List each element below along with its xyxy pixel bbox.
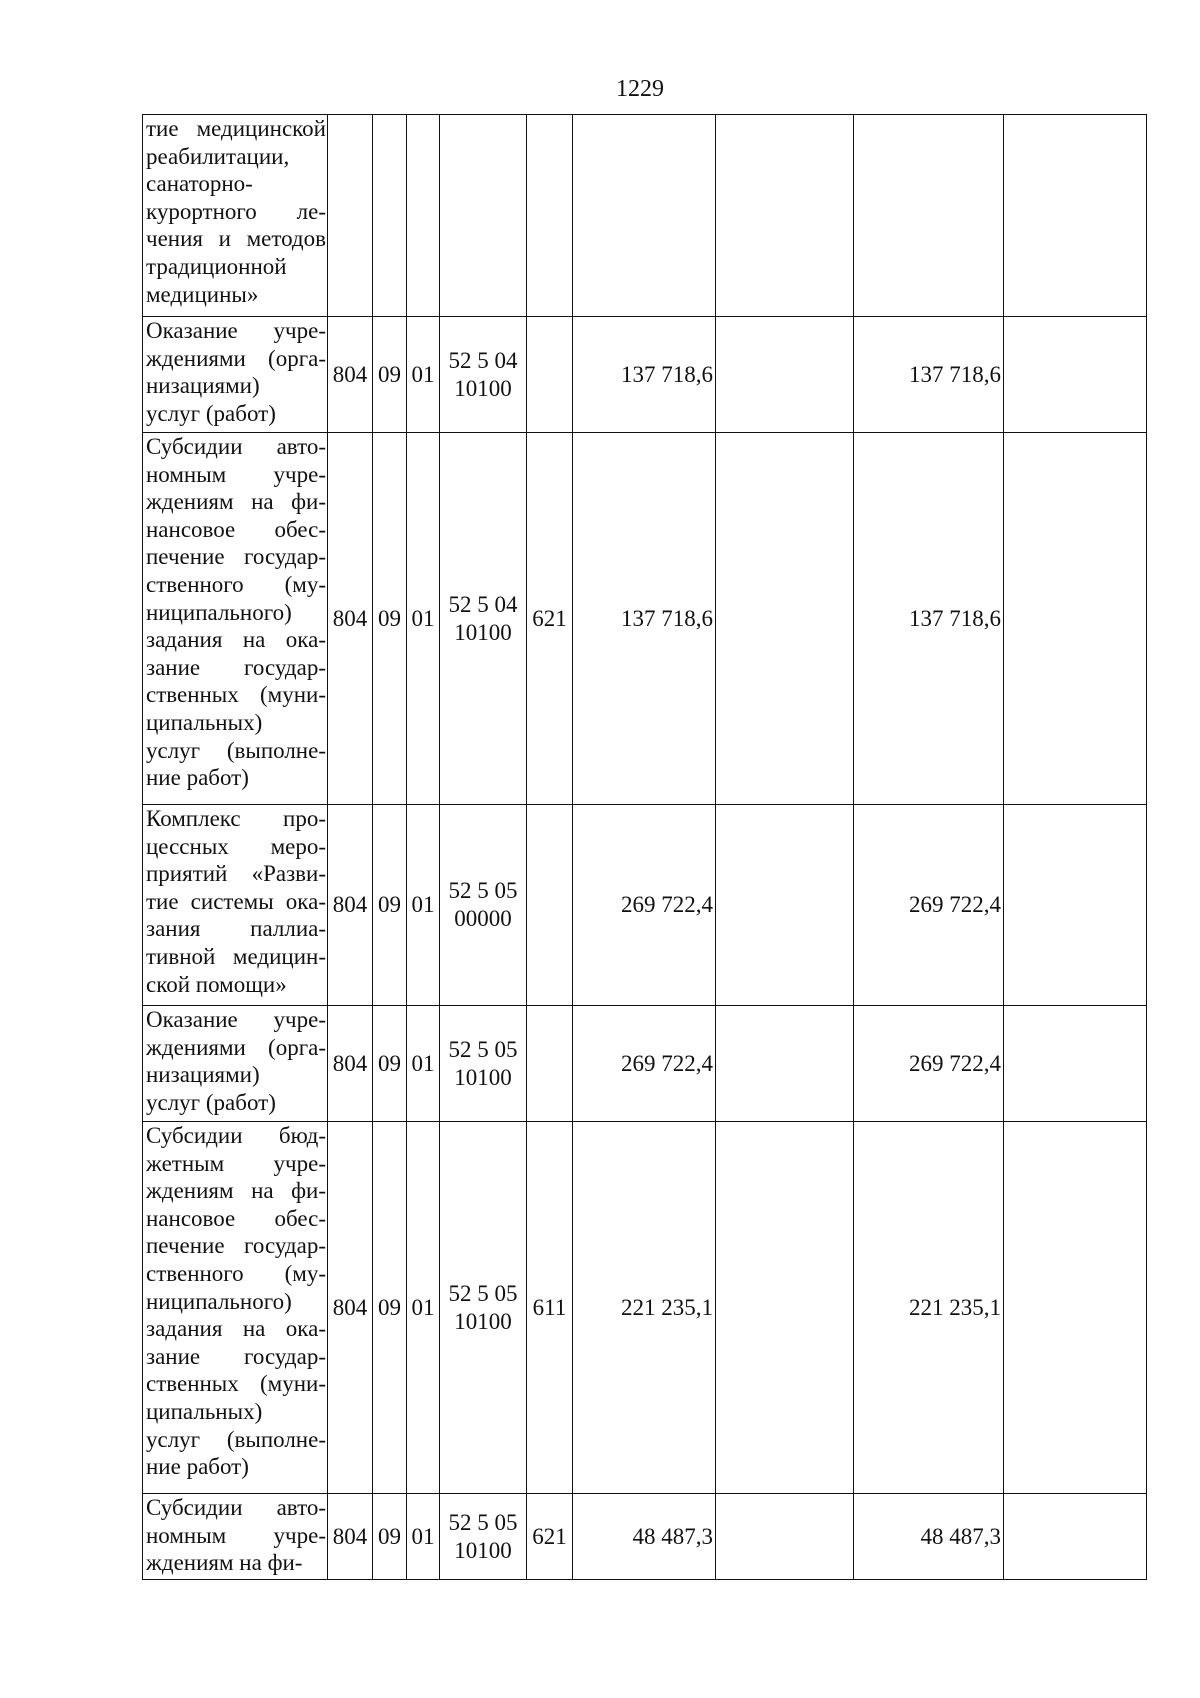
description-line: зания паллиа-	[146, 916, 326, 942]
cell-subsection: 01	[407, 1006, 440, 1122]
description-line: номным учре-	[146, 461, 326, 487]
cell-subsection: 01	[407, 433, 440, 805]
cell-amount-2	[716, 115, 854, 317]
description-line: Субсидии авто-	[146, 434, 326, 459]
description-line: услуг (выполне-	[146, 1426, 326, 1452]
description-line: ниципального)	[146, 1288, 292, 1314]
cell-amount-total: 137 718,6	[573, 317, 716, 433]
row-description	[143, 805, 328, 1006]
description-line: нансовое обес-	[146, 1205, 326, 1231]
table-row	[143, 115, 1147, 317]
description-line: ждениями (орга-	[146, 345, 326, 371]
cell-amount-4	[1004, 1006, 1147, 1122]
description-line: ждениям на фи-	[146, 489, 326, 515]
target-article-part1: 52 5 05	[448, 1509, 518, 1535]
description-line: ственных (муни-	[146, 1371, 326, 1397]
cell-expense-type: 621	[527, 433, 573, 805]
target-article-part1: 52 5 04	[448, 347, 518, 373]
cell-amount-3: 221 235,1	[854, 1122, 1004, 1494]
table-row	[143, 1122, 1147, 1494]
cell-grbs: 804	[328, 317, 373, 433]
cell-grbs: 804	[328, 805, 373, 1006]
description-line: задания на ока-	[146, 627, 326, 653]
description-line: ственного (му-	[146, 1260, 326, 1286]
cell-amount-2	[716, 317, 854, 433]
row-description	[143, 1122, 328, 1494]
description-line: печение государ-	[146, 544, 326, 570]
description-line: задания на ока-	[146, 1316, 326, 1342]
table-row	[143, 433, 1147, 805]
cell-grbs: 804	[328, 1494, 373, 1580]
description-line: низациями)	[146, 373, 260, 399]
description-line: ниципального)	[146, 599, 292, 625]
description-line: тие системы ока-	[146, 888, 326, 914]
description-line: Оказание учре-	[146, 1007, 326, 1032]
description-line: ние работ)	[146, 1454, 249, 1480]
cell-expense-type	[527, 115, 573, 317]
cell-amount-2	[716, 1494, 854, 1580]
description-line: низациями)	[146, 1062, 260, 1088]
description-line: печение государ-	[146, 1233, 326, 1259]
cell-expense-type	[527, 317, 573, 433]
target-article-part2: 00000	[454, 906, 512, 931]
cell-grbs: 804	[328, 1122, 373, 1494]
description-line: услуг (работ)	[146, 1089, 276, 1115]
description-line: жетным учре-	[146, 1150, 326, 1176]
description-line: чения и методов	[146, 226, 326, 252]
cell-subsection: 01	[407, 1122, 440, 1494]
cell-amount-4	[1004, 115, 1147, 317]
description-line: Субсидии бюд-	[146, 1123, 326, 1148]
cell-target-article	[440, 1494, 527, 1580]
row-description	[143, 115, 328, 317]
cell-amount-4	[1004, 805, 1147, 1006]
description-line: медицины»	[146, 281, 259, 307]
cell-target-article	[440, 805, 527, 1006]
cell-subsection: 01	[407, 317, 440, 433]
target-article-part1: 52 5 05	[448, 1280, 518, 1306]
table-row	[143, 805, 1147, 1006]
cell-expense-type	[527, 805, 573, 1006]
description-line: зание государ-	[146, 1343, 326, 1369]
cell-amount-4	[1004, 317, 1147, 433]
cell-section: 09	[373, 317, 407, 433]
cell-expense-type	[527, 1006, 573, 1122]
row-description	[143, 317, 328, 433]
cell-amount-2	[716, 1006, 854, 1122]
cell-amount-total: 137 718,6	[573, 433, 716, 805]
description-line: нансовое обес-	[146, 516, 326, 542]
row-description	[143, 1494, 328, 1580]
target-article-part2: 10100	[454, 1308, 512, 1334]
cell-subsection	[407, 115, 440, 317]
description-line: цессных меро-	[146, 833, 326, 859]
description-line: ждениям на фи-	[146, 1178, 326, 1204]
target-article-part2: 10100	[454, 1537, 512, 1563]
description-line: Комплекс про-	[146, 806, 326, 831]
description-line: ственного (му-	[146, 571, 326, 597]
description-line: ждениям на фи-	[146, 1550, 303, 1576]
description-line: реабилитации,	[146, 143, 290, 169]
description-line: услуг (работ)	[146, 400, 276, 426]
cell-amount-total: 269 722,4	[573, 1006, 716, 1122]
cell-section: 09	[373, 1006, 407, 1122]
cell-amount-3	[854, 115, 1004, 317]
cell-expense-type: 611	[527, 1122, 573, 1494]
description-line: традиционной	[146, 253, 287, 279]
cell-expense-type: 621	[527, 1494, 573, 1580]
cell-grbs: 804	[328, 433, 373, 805]
cell-amount-3: 137 718,6	[854, 433, 1004, 805]
description-line: ципальных)	[146, 1398, 263, 1424]
cell-amount-2	[716, 805, 854, 1006]
cell-amount-3: 137 718,6	[854, 317, 1004, 433]
cell-amount-2	[716, 433, 854, 805]
description-line: ципальных)	[146, 709, 263, 735]
cell-amount-4	[1004, 433, 1147, 805]
table-row	[143, 317, 1147, 433]
cell-grbs: 804	[328, 1006, 373, 1122]
description-line: ственных (муни-	[146, 682, 326, 708]
cell-target-article	[440, 1006, 527, 1122]
cell-section: 09	[373, 433, 407, 805]
cell-section: 09	[373, 805, 407, 1006]
target-article-part2: 10100	[454, 375, 512, 401]
cell-target-article	[440, 115, 527, 317]
cell-section: 09	[373, 1122, 407, 1494]
description-line: курортного ле-	[146, 198, 326, 224]
description-line: тие медицинской	[146, 116, 326, 141]
description-line: санаторно-	[146, 171, 253, 197]
cell-target-article	[440, 433, 527, 805]
cell-amount-3: 269 722,4	[854, 805, 1004, 1006]
table-body	[143, 115, 1147, 1580]
cell-amount-3: 48 487,3	[854, 1494, 1004, 1580]
row-description	[143, 1006, 328, 1122]
row-description	[143, 433, 328, 805]
description-line: ждениями (орга-	[146, 1034, 326, 1060]
cell-amount-2	[716, 1122, 854, 1494]
table-row	[143, 1494, 1147, 1580]
cell-grbs	[328, 115, 373, 317]
target-article-part2: 10100	[454, 619, 512, 645]
cell-subsection: 01	[407, 1494, 440, 1580]
cell-section: 09	[373, 1494, 407, 1580]
description-line: услуг (выполне-	[146, 737, 326, 763]
cell-section	[373, 115, 407, 317]
target-article-part1: 52 5 05	[448, 878, 518, 903]
cell-amount-total: 269 722,4	[573, 805, 716, 1006]
description-line: приятий «Разви-	[146, 861, 326, 887]
target-article-part1: 52 5 05	[448, 1036, 518, 1062]
cell-amount-total: 48 487,3	[573, 1494, 716, 1580]
description-line: Оказание учре-	[146, 318, 326, 343]
budget-table	[142, 114, 1147, 1580]
cell-amount-4	[1004, 1494, 1147, 1580]
cell-amount-total: 221 235,1	[573, 1122, 716, 1494]
description-line: номным учре-	[146, 1522, 326, 1548]
cell-amount-total	[573, 115, 716, 317]
description-line: Субсидии авто-	[146, 1495, 326, 1520]
cell-subsection: 01	[407, 805, 440, 1006]
page-number: 1229	[616, 76, 664, 102]
target-article-part1: 52 5 04	[448, 591, 518, 617]
cell-amount-4	[1004, 1122, 1147, 1494]
target-article-part2: 10100	[454, 1064, 512, 1090]
cell-target-article	[440, 1122, 527, 1494]
description-line: тивной медицин-	[146, 943, 326, 969]
description-line: ской помощи»	[146, 971, 287, 997]
cell-amount-3: 269 722,4	[854, 1006, 1004, 1122]
table-row	[143, 1006, 1147, 1122]
description-line: ние работ)	[146, 765, 249, 791]
description-line: зание государ-	[146, 654, 326, 680]
cell-target-article	[440, 317, 527, 433]
